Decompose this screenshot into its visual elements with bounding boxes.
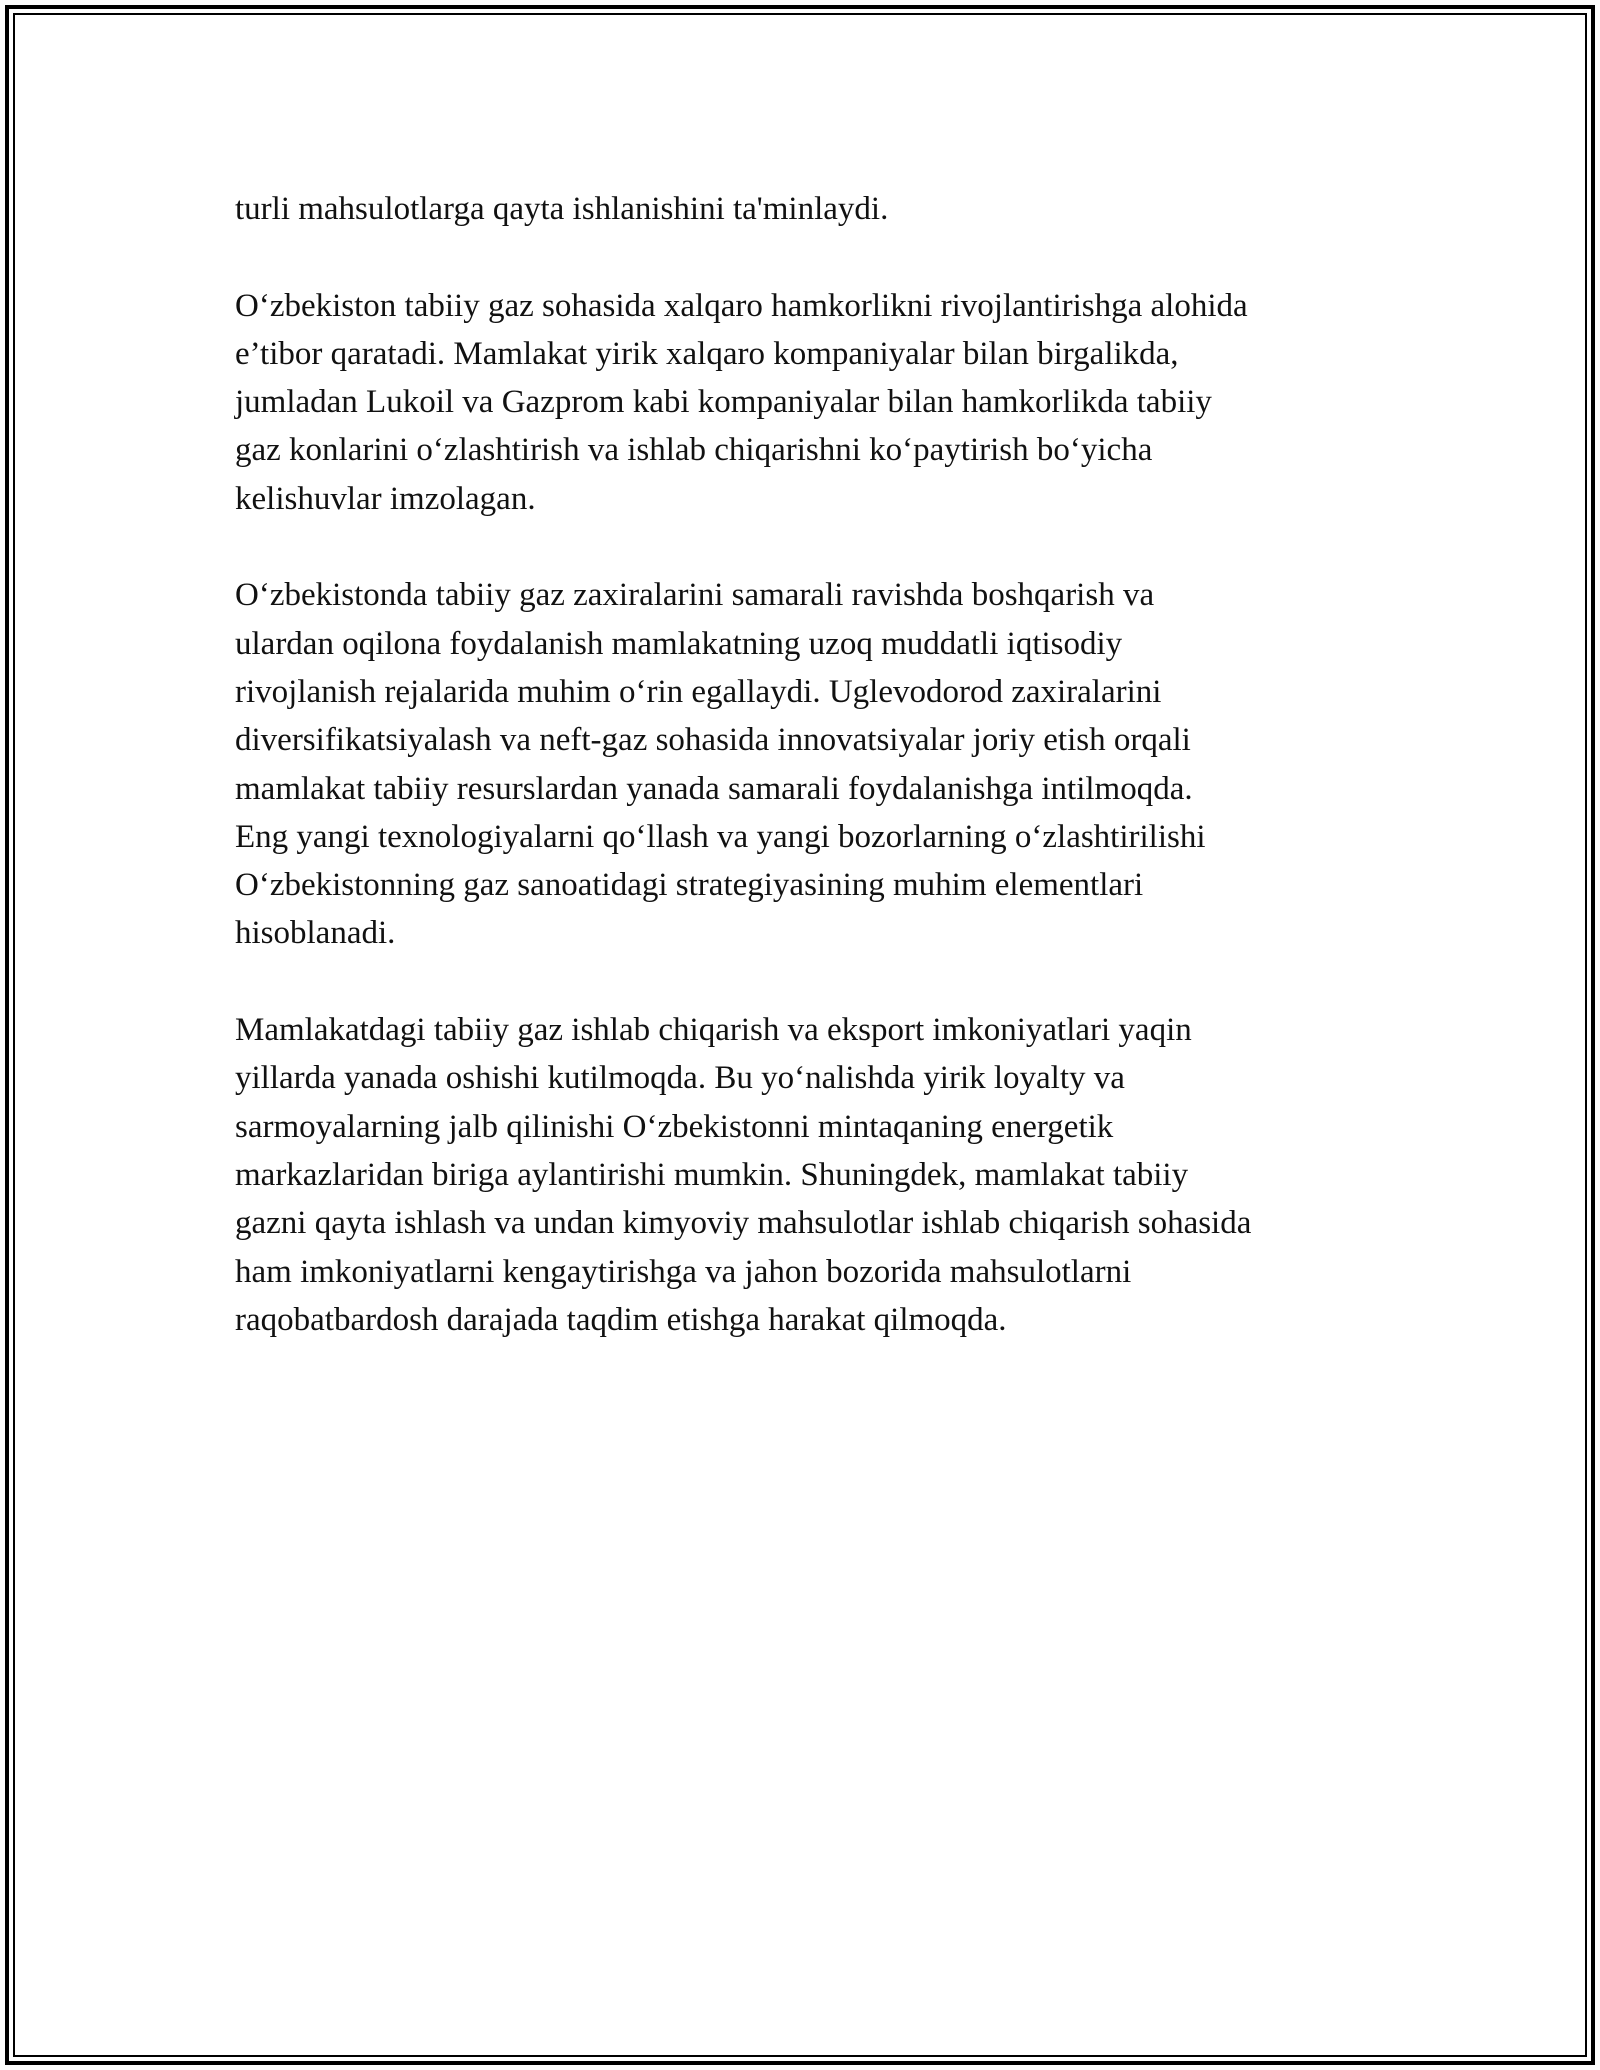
paragraph-4: Mamlakatdagi tabiiy gaz ishlab chiqarish va eksport imkoniyatlari yaqin yillarda yanada oshishi kutilmoqda. Bu yo‘nalishda yirik loyalty va sarmoyalarning jalb qilinishi O‘zbekistonni mintaqaning energetik markazlaridan biriga aylantirishi mumkin. Shuningdek, mamlakat tabiiy gazni qayta ishlash va undan kimyoviy mahsulotlar ishlab chiqarish sohasida ham imkoniyatlarni kengaytirishga va jahon bozorida mahsulotlarni raqobatbardosh darajada taqdim etishga harakat qilmoqda. [235,1012,1252,1338]
paragraph-1: turli mahsulotlarga qayta ishlanishini ta'minlaydi. [235,191,889,227]
document-body [235,185,1385,1392]
paragraph-2: O‘zbekiston tabiiy gaz sohasida xalqaro hamkorlikni rivojlantirishga alohida e’tibor qaratadi. Mamlakat yirik xalqaro kompaniyalar bilan birgalikda, jumladan Lukoil va Gazprom kabi kompaniyalar bilan hamkorlikda tabiiy gaz konlarini o‘zlashtirish va ishlab chiqarishni ko‘paytirish bo‘yicha kelishuvlar imzolagan. [235,287,1248,517]
paragraph-3: O‘zbekistonda tabiiy gaz zaxiralarini samarali ravishda boshqarish va ulardan oqilona foydalanish mamlakatning uzoq muddatli iqtisodiy rivojlanish rejalarida muhim o‘rin egallaydi. Uglevodorod zaxiralarini diversifikatsiyalash va neft-gaz sohasida innovatsiyalar joriy etish orqali mamlakat tabiiy resurslardan yanada samarali foydalanishga intilmoqda. Eng yangi texnologiyalarni qo‘llash va yangi bozorlarning o‘zlashtirilishi O‘zbekistonning gaz sanoatidagi strategiyasining muhim elementlari hisoblanadi. [235,577,1206,952]
